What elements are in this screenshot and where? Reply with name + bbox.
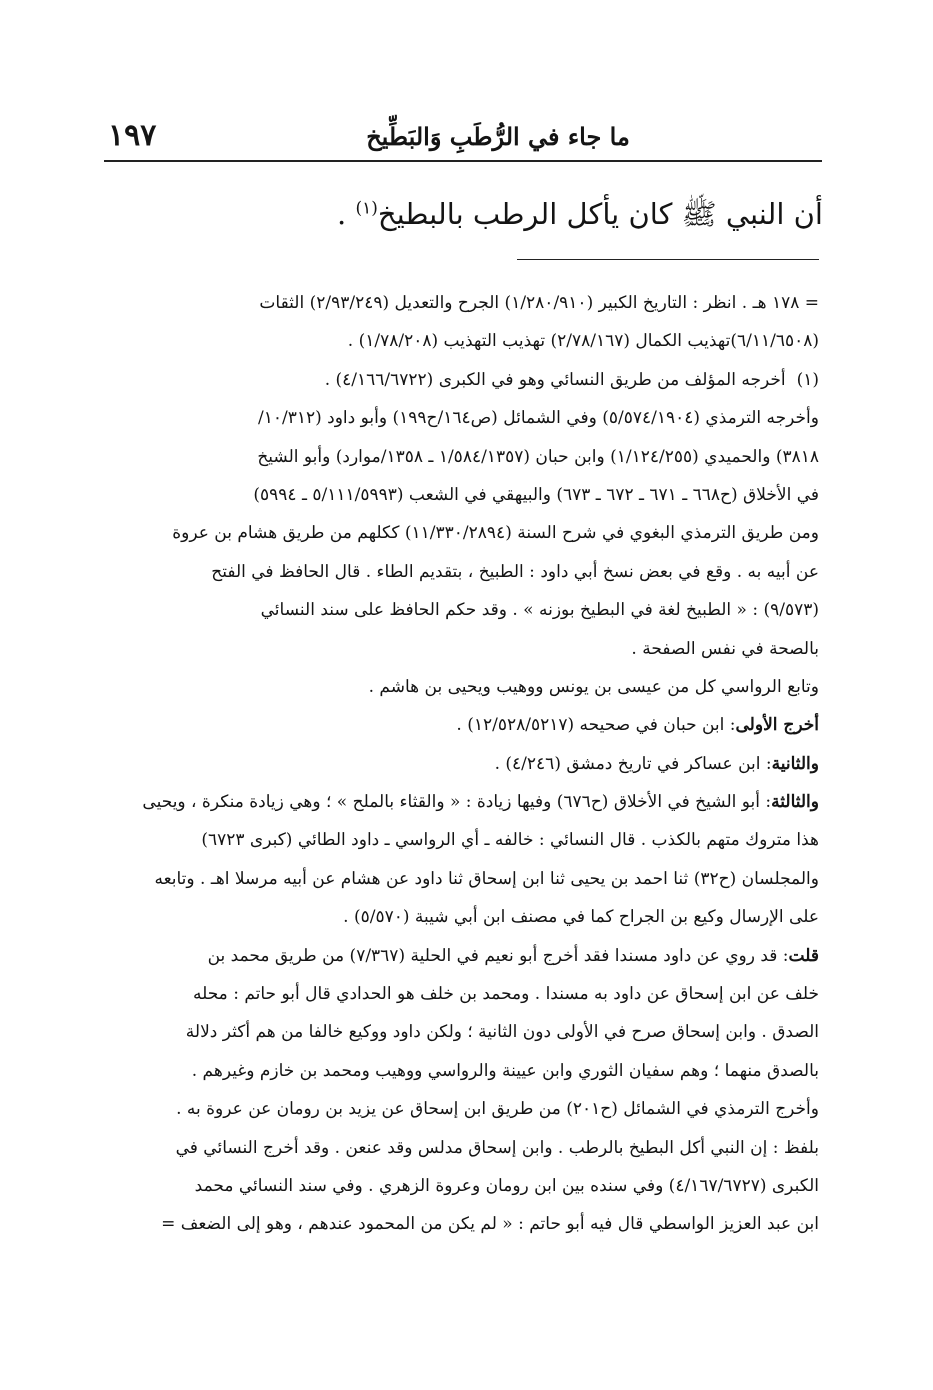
footnote-ula [107, 706, 819, 744]
footnote-line: (٩/٥٧٣) : « الطبيخ لغة في البطيخ بوزنه » . وقد حكم الحافظ على سند النسائي [260, 600, 819, 621]
footnote-reference: (١) [355, 198, 378, 219]
running-title: ما جاء في الرُّطَبِ وَالبَطِّيخ [366, 122, 630, 151]
footnote-line: وأخرج الترمذي في الشمائل (ح٢٠١) من طريق ابن إسحاق عن يزيد بن رومان عن عروة به . [176, 1099, 819, 1120]
footnote-line: في الأخلاق (ح٦٦٨ ـ ٦٧١ ـ ٦٧٢ ـ ٦٧٣) والبيهقي في الشعب (٥/١١١/٥٩٩٣ ـ ٥٩٩٤) [253, 484, 819, 505]
ula-text: : ابن حبان في صحيحه (١٢/٥٢٨/٥٢١٧) . [456, 715, 736, 736]
footnote-line: على الإرسال وكيع بن الجراح كما في مصنف ابن أبي شيبة (٥/٥٧٠) . [343, 907, 819, 928]
footnote-qultu [107, 937, 819, 975]
footnote-line: ٣٨١٨) والحميدي (١/١٢٤/٢٥٥) وابن حبان (١/٥٨٤/١٣٥٧ ـ ١٣٥٨/موارد) وأبو الشيخ [257, 446, 819, 467]
page-header [108, 118, 820, 162]
footnote-line: ومن طريق الترمذي البغوي في شرح السنة (١١/٣٣٠/٢٨٩٤) ككلهم من طريق هشام بن عروة [172, 523, 819, 544]
footnote-marker: (١) [796, 369, 819, 390]
footnote-line: الكبرى (٤/١٦٧/٦٧٢٧) وفي سنده بين ابن رومان وعروة الزهري . وفي سند النسائي محمد [194, 1175, 819, 1196]
main-text [103, 186, 823, 242]
page-number: ١٩٧ [108, 118, 157, 153]
footnote-thaniya [107, 745, 819, 783]
footnote-line: وأخرجه الترمذي (٥/٥٧٤/١٩٠٤) وفي الشمائل (ص١٦٤/ح١٩٩) وأبو داود (١٠/٣١٢/ [257, 408, 819, 429]
header-divider [104, 160, 822, 162]
footnote-line: وتابع الرواسي كل من عيسى بن يونس ووهيب ويحيى بن هاشم . [368, 676, 819, 697]
main-text-end: . [337, 197, 356, 231]
footnote-line: خلف عن ابن إسحاق عن داود به مسندا . ومحمد بن خلف هو الحدادي قال أبو حاتم : محله [192, 984, 819, 1005]
qultu-text: : قد روي عن داود مسندا فقد أخرج أبو نعيم في الحلية (٧/٣٦٧) من طريق محمد بن [207, 945, 789, 966]
footnotes [107, 284, 819, 1244]
footnote-1-intro [107, 361, 819, 399]
footnote-line: (٦/١١/٦٥٠٨)تهذيب الكمال (٢/٧٨/١٦٧) تهذيب التهذيب (١/٧٨/٢٠٨) . [347, 331, 819, 352]
footnote-line: ابن عبد العزيز الواسطي قال فيه أبو حاتم : « لم يكن من المحمود عندهم ، وهو إلى الضعف = [161, 1214, 819, 1235]
footnote-line: أخرجه المؤلف من طريق النسائي وهو في الكبرى (٤/١٦٦/٦٧٢٢) . [324, 369, 786, 390]
footnote-line: بالصدق منهما ؛ وهم سفيان الثوري وابن عيينة والرواسي ووهيب ومحمد بن خازم وغيرهم . [191, 1060, 819, 1081]
main-text-body: أن النبي ﷺ كان يأكل الرطب بالبطيخ [377, 197, 823, 231]
footnote-line: = ١٧٨ هـ . انظر : التاريخ الكبير (١/٢٨٠/٩١٠) الجرح والتعديل (٢/٩٣/٢٤٩) الثقات [259, 293, 819, 313]
footnote-thalitha [107, 783, 819, 821]
footnote-line: هذا متروك متهم بالكذب . قال النسائي : خالفه ـ أي الرواسي ـ داود الطائي (كبرى ٦٧٢٣) [201, 830, 819, 851]
thalitha-text: : أبو الشيخ في الأخلاق (ح٦٧٦) وفيها زيادة : « والقثاء بالملح » ؛ وهي زيادة منكرة ، ويحيى [142, 792, 772, 813]
footnote-line: بلفظ : إن النبي أكل البطيخ بالرطب . وابن إسحاق مدلس وقد عنعن . وقد أخرج النسائي في [175, 1137, 819, 1158]
ula-label: أخرج الأولى [735, 715, 819, 736]
thalitha-label: والثالثة [771, 792, 819, 813]
footnote-divider [517, 259, 819, 260]
footnote-line: بالصحة في نفس الصفحة . [631, 638, 819, 659]
thaniya-label: والثانية [771, 753, 819, 774]
thaniya-text: : ابن عساكر في تاريخ دمشق (٤/٢٤٦) . [494, 753, 772, 774]
footnote-line: عن أبيه به . وقع في بعض نسخ أبي داود : الطبيخ ، بتقديم الطاء . قال الحافظ في الفتح [211, 561, 819, 582]
footnote-line: والمجلسان (ح٣٢) ثنا احمد بن يحيى ثنا ابن إسحاق ثنا داود عن هشام عن أبيه مرسلا اهـ . وتابعه [154, 868, 819, 889]
footnote-line: الصدق . وابن إسحاق صرح في الأولى دون الثانية ؛ ولكن داود ووكيع خالفا من هم أكثر دلالة [185, 1022, 819, 1043]
qultu-label: قلت [788, 945, 819, 966]
